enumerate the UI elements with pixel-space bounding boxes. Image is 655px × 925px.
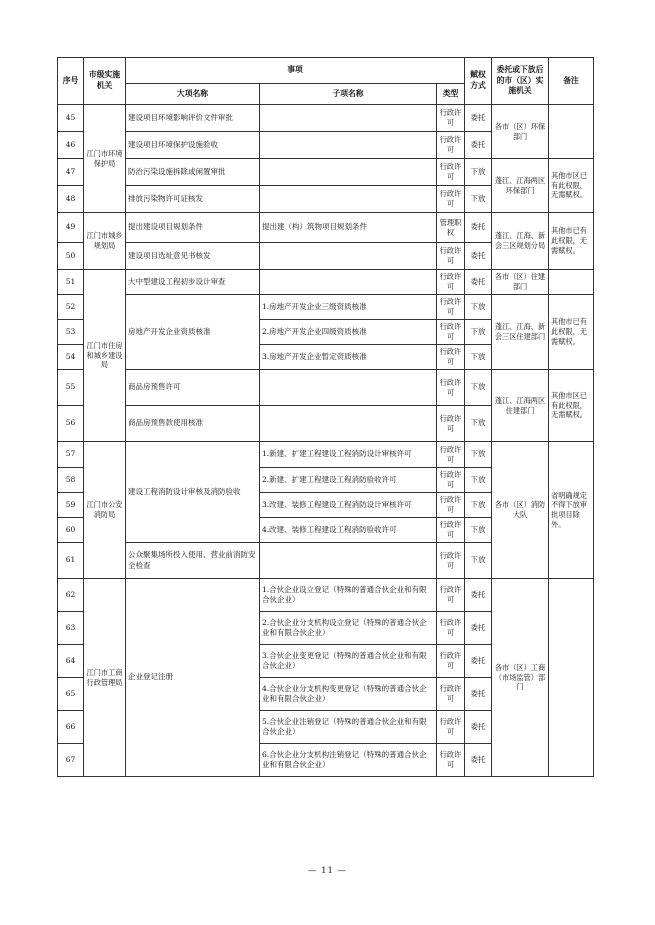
delegate-cell: 各市（区）环保部门 [492,105,549,159]
row-number: 50 [58,243,84,270]
header-method: 赋权方式 [465,58,492,105]
major-cell: 建设项目选址意见书核发 [126,243,260,270]
header-seq: 序号 [58,58,84,105]
method-cell: 委托 [465,105,492,132]
remark-cell [549,579,594,777]
method-cell: 委托 [465,270,492,295]
type-cell: 行政许可 [437,645,465,678]
method-cell: 委托 [465,132,492,159]
row-number: 58 [58,468,84,493]
type-cell: 行政许可 [437,270,465,295]
sub-cell: 2.合伙企业分支机构设立登记（特殊的普通合伙企业和有限合伙企业） [260,612,437,645]
delegate-cell: 各市（区）工商（市场监管）部门 [492,579,549,777]
row-number: 48 [58,186,84,213]
delegate-cell: 各市（区）住建部门 [492,270,549,295]
method-cell: 下放 [465,370,492,406]
table-row [58,295,594,320]
major-cell: 企业登记注册 [126,579,260,777]
sub-cell: 3.合伙企业变更登记（特殊的普通合伙企业和有限合伙企业） [260,645,437,678]
sub-cell: 2.新建、扩建工程建设工程消防验收许可 [260,468,437,493]
sub-cell: 1.新建、扩建工程建设工程消防设计审核许可 [260,442,437,468]
type-cell: 行政许可 [437,612,465,645]
type-cell: 行政许可 [437,579,465,612]
sub-cell [260,105,437,132]
header-type: 类型 [437,84,465,105]
method-cell: 委托 [465,579,492,612]
table-row [58,105,594,132]
delegate-cell: 蓬江、江海两区住建部门 [492,370,549,442]
table-row [58,442,594,468]
remark-cell: 省明确规定不得下放审批项目除外。 [549,442,594,579]
header-remark: 备注 [549,58,594,105]
delegate-cell: 蓬江、江海、新会三区住建部门 [492,295,549,370]
major-cell: 提出建设项目规划条件 [126,213,260,243]
method-cell: 委托 [465,213,492,243]
major-cell: 建设项目环境保护设施验收 [126,132,260,159]
remark-cell [549,270,594,295]
type-cell: 行政许可 [437,518,465,543]
method-cell: 委托 [465,744,492,777]
sub-cell [260,270,437,295]
major-cell: 商品房预售款使用核准 [126,406,260,442]
type-cell: 行政许可 [437,406,465,442]
type-cell: 行政许可 [437,678,465,711]
method-cell: 下放 [465,320,492,345]
row-number: 51 [58,270,84,295]
header-major: 大项名称 [126,84,260,105]
table-row [58,213,594,243]
method-cell: 委托 [465,645,492,678]
type-cell: 行政许可 [437,468,465,493]
page-number: — 11 — [307,866,348,876]
sub-cell [260,370,437,406]
row-number: 46 [58,132,84,159]
dept-cell: 江门市工商行政管理局 [84,579,126,777]
sub-cell: 2.房地产开发企业四级资质核准 [260,320,437,345]
type-cell: 行政许可 [437,320,465,345]
sub-cell [260,186,437,213]
method-cell: 委托 [465,678,492,711]
major-cell: 大中型建设工程初步设计审查 [126,270,260,295]
type-cell: 行政许可 [437,186,465,213]
method-cell: 委托 [465,711,492,744]
table-row [58,579,594,612]
dept-cell: 江门市城乡规划局 [84,213,126,270]
type-cell: 行政许可 [437,543,465,579]
type-cell: 行政许可 [437,370,465,406]
major-cell: 商品房预售许可 [126,370,260,406]
method-cell: 下放 [465,468,492,493]
type-cell: 行政许可 [437,345,465,370]
remark-cell: 其他市已有此权限，无需赋权。 [549,213,594,270]
type-cell: 行政许可 [437,159,465,186]
sub-cell: 5.合伙企业注销登记（特殊的普通合伙企业和有限合伙企业） [260,711,437,744]
method-cell: 委托 [465,243,492,270]
delegate-cell: 蓬江、江海两区环保部门 [492,159,549,213]
dept-cell: 江门市住房和城乡建设局 [84,270,126,442]
row-number: 60 [58,518,84,543]
row-number: 45 [58,105,84,132]
type-cell: 行政许可 [437,493,465,518]
type-cell: 行政许可 [437,711,465,744]
row-number: 53 [58,320,84,345]
sub-cell: 4.合伙企业分支机构变更登记（特殊的普通合伙企业和有限合伙企业） [260,678,437,711]
delegation-table [57,57,594,777]
method-cell: 下放 [465,186,492,213]
row-number: 57 [58,442,84,468]
sub-cell: 6.合伙企业分支机构注销登记（特殊的普通合伙企业和有限合伙企业） [260,744,437,777]
method-cell: 下放 [465,295,492,320]
row-number: 54 [58,345,84,370]
row-number: 64 [58,645,84,678]
sub-cell [260,159,437,186]
major-cell: 防治污染设施拆除或闲置审批 [126,159,260,186]
header-delegate: 委托或下放后的市（区）实施机关 [492,58,549,105]
type-cell: 管理职权 [437,213,465,243]
type-cell: 行政许可 [437,132,465,159]
major-cell: 房地产开发企业资质核准 [126,295,260,370]
header-sub: 子项名称 [260,84,437,105]
sub-cell: 1.房地产开发企业三级资质核准 [260,295,437,320]
type-cell: 行政许可 [437,105,465,132]
sub-cell: 3.房地产开发企业暂定资质核准 [260,345,437,370]
sub-cell [260,243,437,270]
method-cell: 下放 [465,442,492,468]
type-cell: 行政许可 [437,442,465,468]
sub-cell: 提出建（构）筑物项目规划条件 [260,213,437,243]
sub-cell [260,132,437,159]
table-row [58,270,594,295]
sub-cell: 4.改建、装修工程建设工程消防验收许可 [260,518,437,543]
row-number: 61 [58,543,84,579]
method-cell: 下放 [465,518,492,543]
row-number: 56 [58,406,84,442]
major-cell: 建设项目环境影响评价文件审批 [126,105,260,132]
sub-cell: 1.合伙企业设立登记（特殊的普通合伙企业和有限合伙企业） [260,579,437,612]
major-cell: 排放污染物许可证核发 [126,186,260,213]
delegate-cell: 蓬江、江海、新会三区规划分局 [492,213,549,270]
row-number: 52 [58,295,84,320]
method-cell: 委托 [465,612,492,645]
sub-cell: 3.改建、装修工程建设工程消防设计审核许可 [260,493,437,518]
row-number: 49 [58,213,84,243]
method-cell: 下放 [465,406,492,442]
type-cell: 行政许可 [437,295,465,320]
row-number: 47 [58,159,84,186]
row-number: 66 [58,711,84,744]
row-number: 65 [58,678,84,711]
row-number: 67 [58,744,84,777]
remark-cell: 其他市区已有此权限，无需赋权。 [549,370,594,442]
dept-cell: 江门市公安消防局 [84,442,126,579]
remark-cell [549,105,594,159]
type-cell: 行政许可 [437,744,465,777]
sub-cell [260,406,437,442]
method-cell: 下放 [465,543,492,579]
remark-cell: 其他市区已有此权限，无需赋权。 [549,159,594,213]
method-cell: 下放 [465,345,492,370]
row-number: 62 [58,579,84,612]
major-cell: 公众聚集场所投入使用、营业前消防安全检查 [126,543,260,579]
row-number: 59 [58,493,84,518]
table-row [58,159,594,186]
row-number: 55 [58,370,84,406]
header-dept: 市级实施机关 [84,58,126,105]
table-row [58,370,594,406]
method-cell: 下放 [465,493,492,518]
type-cell: 行政许可 [437,243,465,270]
sub-cell [260,543,437,579]
remark-cell: 其他市已有此权限，无需赋权。 [549,295,594,370]
major-cell: 建设工程消防设计审核及消防验收 [126,442,260,543]
header-matters: 事项 [126,58,465,84]
method-cell: 下放 [465,159,492,186]
dept-cell: 江门市环境保护局 [84,105,126,213]
row-number: 63 [58,612,84,645]
delegate-cell: 各市（区）消防大队 [492,442,549,579]
